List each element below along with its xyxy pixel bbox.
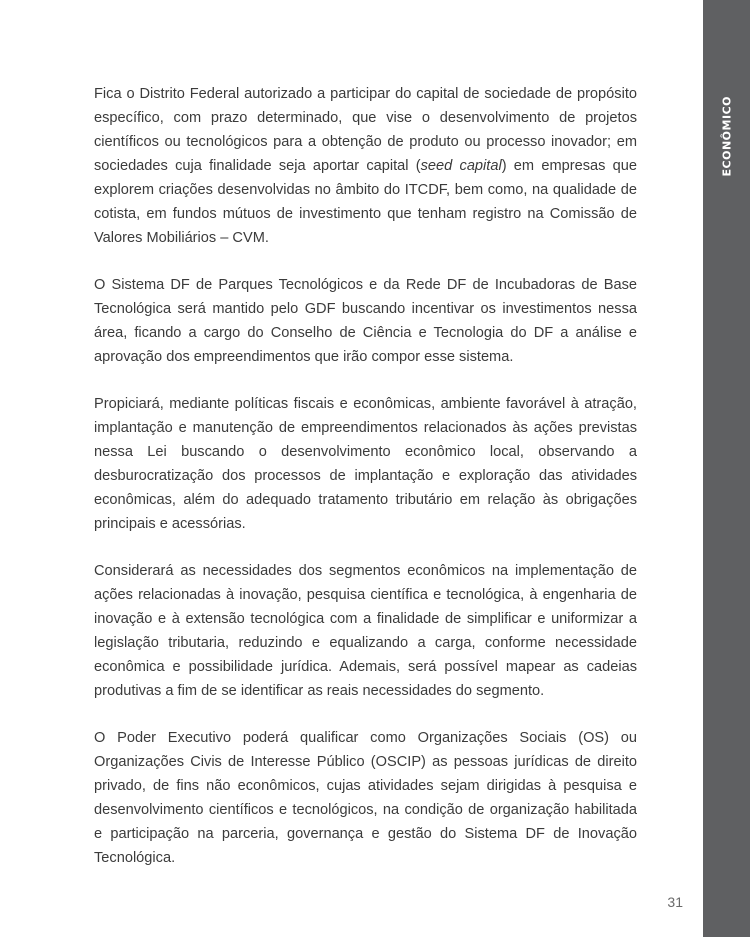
- page-number: 31: [667, 894, 683, 910]
- paragraph-1: [94, 82, 637, 250]
- paragraph-1-text-before: Fica o Distrito Federal autorizado a participar do capital de sociedade de propósito específico, com prazo determinado, que vise o desenvolvimento de projetos científicos ou tecnológicos para a obtenção de produto ou processo inovador; em sociedades cuja finalidade seja aportar capital (: [94, 86, 637, 174]
- body-text: [94, 82, 637, 870]
- section-side-tab: [703, 0, 750, 937]
- paragraph-3: Propiciará, mediante políticas fiscais e econômicas, ambiente favorável à atração, implantação e manutenção de empreendimentos relacionados às ações previstas nessa Lei buscando o desenvolvimento econômico local, observando a desburocratização dos processos de implantação e exploração das atividades econômicas, além do adequado tratamento tributário em relação às obrigações principais e acessórias.: [94, 396, 637, 532]
- paragraph-1-italic-term: seed capital: [420, 158, 502, 174]
- paragraph-5: O Poder Executivo poderá qualificar como Organizações Sociais (OS) ou Organizações Civis de Interesse Público (OSCIP) as pessoas jurídicas de direito privado, de fins não econômicos, cujas atividades sejam dirigidas à pesquisa e desenvolvimento científicos e tecnológicos, na condição de organização habilitada e participação na parceria, governança e gestão do Sistema DF de Inovação Tecnológica.: [94, 730, 637, 866]
- paragraph-4: Considerará as necessidades dos segmentos econômicos na implementação de ações relacionadas à inovação, pesquisa científica e tecnológica, à engenharia de inovação e à extensão tecnológica com a finalidade de simplificar e uniformizar a legislação tributaria, reduzindo e equalizando a carga, conforme necessidade econômica e possibilidade jurídica. Ademais, será possível mapear as cadeias produtivas a fim de se identificar as reais necessidades do segmento.: [94, 563, 637, 699]
- paragraph-2: O Sistema DF de Parques Tecnológicos e da Rede DF de Incubadoras de Base Tecnológica será mantido pelo GDF buscando incentivar os investimentos nessa área, ficando a cargo do Conselho de Ciência e Tecnologia do DF a análise e aprovação dos empreendimentos que irão compor esse sistema.: [94, 277, 637, 365]
- paragraph-1-text-after: ) em empresas que explorem criações desenvolvidas no âmbito do ITCDF, bem como, na qualidade de cotista, em fundos mútuos de investimento que tenham registro na Comissão de Valores Mobiliários – CVM.: [94, 158, 637, 246]
- section-label: ECONÔMICO: [720, 96, 733, 177]
